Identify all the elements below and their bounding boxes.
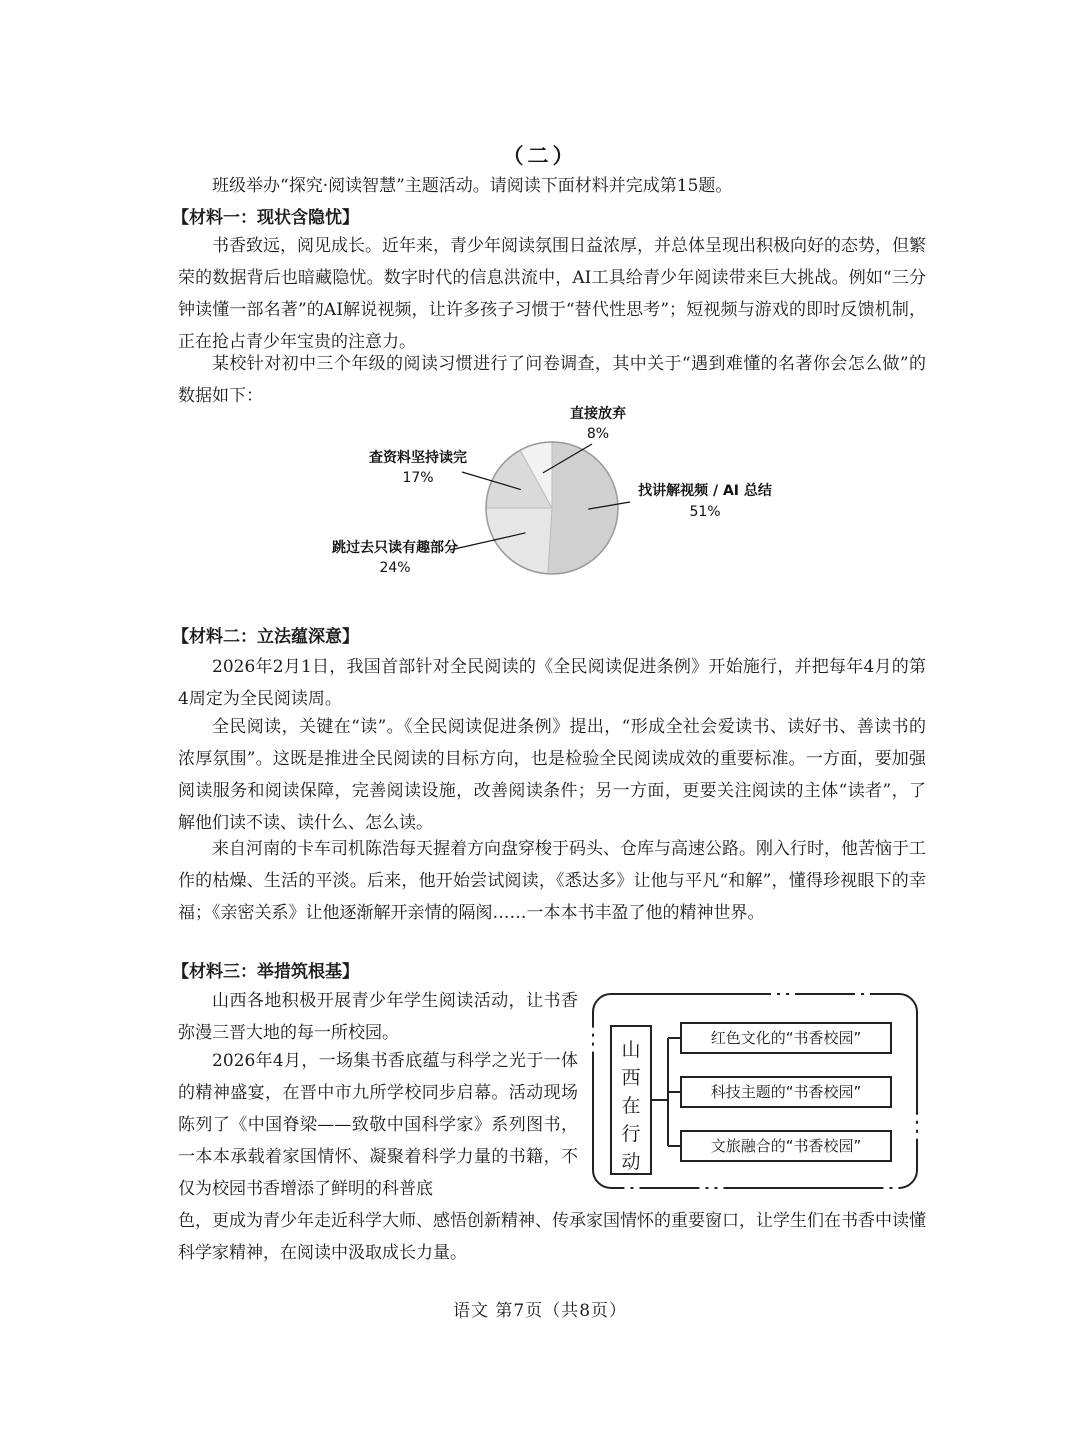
vertical-char: 山 xyxy=(621,1039,641,1061)
pie-chart-svg xyxy=(300,400,820,610)
material1-heading: 【材料一：现状含隐忧】 xyxy=(172,208,359,228)
page-footer: 语文 第7页（共8页） xyxy=(452,1301,628,1321)
pie-value-skip: 24% xyxy=(379,560,411,576)
science-campus-box: 科技主题的“书香校园” xyxy=(680,1076,892,1108)
material2-heading: 【材料二：立法蕴深意】 xyxy=(172,627,359,647)
vertical-char: 在 xyxy=(621,1095,641,1117)
vertical-char: 西 xyxy=(621,1067,641,1089)
pie-slice-video-ai xyxy=(548,442,618,574)
vertical-char: 动 xyxy=(621,1151,641,1173)
pie-label-video-ai: 找讲解视频 / AI 总结 xyxy=(638,483,772,499)
pie-label-persist: 查资料坚持读完 xyxy=(369,450,467,466)
shanxi-action-label xyxy=(612,1036,650,1176)
material2-paragraph-1: 2026年2月1日，我国首部针对全民阅读的《全民阅读促进条例》开始施行，并把每年4月的第4周定为全民阅读周。 xyxy=(178,657,926,709)
pie-value-video-ai: 51% xyxy=(689,504,721,520)
material3-heading: 【材料三：举措筑根基】 xyxy=(172,962,359,982)
red-culture-campus-box: 红色文化的“书香校园” xyxy=(680,1022,892,1054)
pie-value-persist: 17% xyxy=(402,470,434,486)
vertical-char: 行 xyxy=(621,1123,641,1145)
pie-label-skip: 跳过去只读有趣部分 xyxy=(332,540,458,556)
material1-paragraph-1: 书香致远，阅见成长。近年来，青少年阅读氛围日益浓厚，并总体呈现出积极向好的态势，但繁荣的数据背后也暗藏隐忧。数字时代的信息洪流中，AI工具给青少年阅读带来巨大挑战。例如“三分钟读懂一部名著”的AI解说视频，让许多孩子习惯于“替代性思考”；短视频与游戏的即时反馈机制，正在抢占青少年宝贵的注意力。 xyxy=(178,236,926,352)
section-title: （二） xyxy=(502,143,578,168)
material3-paragraph-2-continued: 色，更成为青少年走近科学大师、感悟创新精神、传承家国情怀的重要窗口，让学生们在书香中读懂科学家精神，在阅读中汲取成长力量。 xyxy=(178,1211,926,1263)
pie-value-give-up: 8% xyxy=(586,426,610,442)
material1-paragraph-2: 某校针对初中三个年级的阅读习惯进行了问卷调查，其中关于“遇到难懂的名著你会怎么做”的数据如下： xyxy=(178,354,926,406)
material2-paragraph-3: 来自河南的卡车司机陈浩每天握着方向盘穿梭于码头、仓库与高速公路。刚入行时，他苦恼于工作的枯燥、生活的平淡。后来，他开始尝试阅读，《悉达多》让他与平凡“和解”，懂得珍视眼下的幸福；《亲密关系》让他逐渐解开亲情的隔阂……一本本书丰盈了他的精神世界。 xyxy=(178,839,926,923)
material2-paragraph-2: 全民阅读，关键在“读”。《全民阅读促进条例》提出，“形成全社会爱读书、读好书、善读书的浓厚氛围”。这既是推进全民阅读的目标方向，也是检验全民阅读成效的重要标准。一方面，要加强阅读服务和阅读保障，完善阅读设施，改善阅读条件；另一方面，更要关注阅读的主体“读者”，了解他们读不读、读什么、怎么读。 xyxy=(178,717,926,833)
culture-tourism-campus-box: 文旅融合的“书香校园” xyxy=(680,1130,892,1162)
pie-label-give-up: 直接放弃 xyxy=(570,406,626,422)
material3-paragraph-1: 山西各地积极开展青少年学生阅读活动，让书香弥漫三晋大地的每一所校园。 xyxy=(178,991,578,1043)
material3-paragraph-2: 2026年4月，一场集书香底蕴与科学之光于一体的精神盛宴，在晋中市九所学校同步启幕。活动现场陈列了《中国脊梁——致敬中国科学家》系列图书，一本本承载着家国情怀、凝聚着科学力量的书籍，不仅为校园书香增添了鲜明的科普底 xyxy=(178,1051,578,1199)
pie-chart xyxy=(300,400,820,610)
intro-paragraph: 班级举办“探究·阅读智慧”主题活动。请阅读下面材料并完成第15题。 xyxy=(212,176,733,196)
pie-slice-skip xyxy=(486,508,552,574)
